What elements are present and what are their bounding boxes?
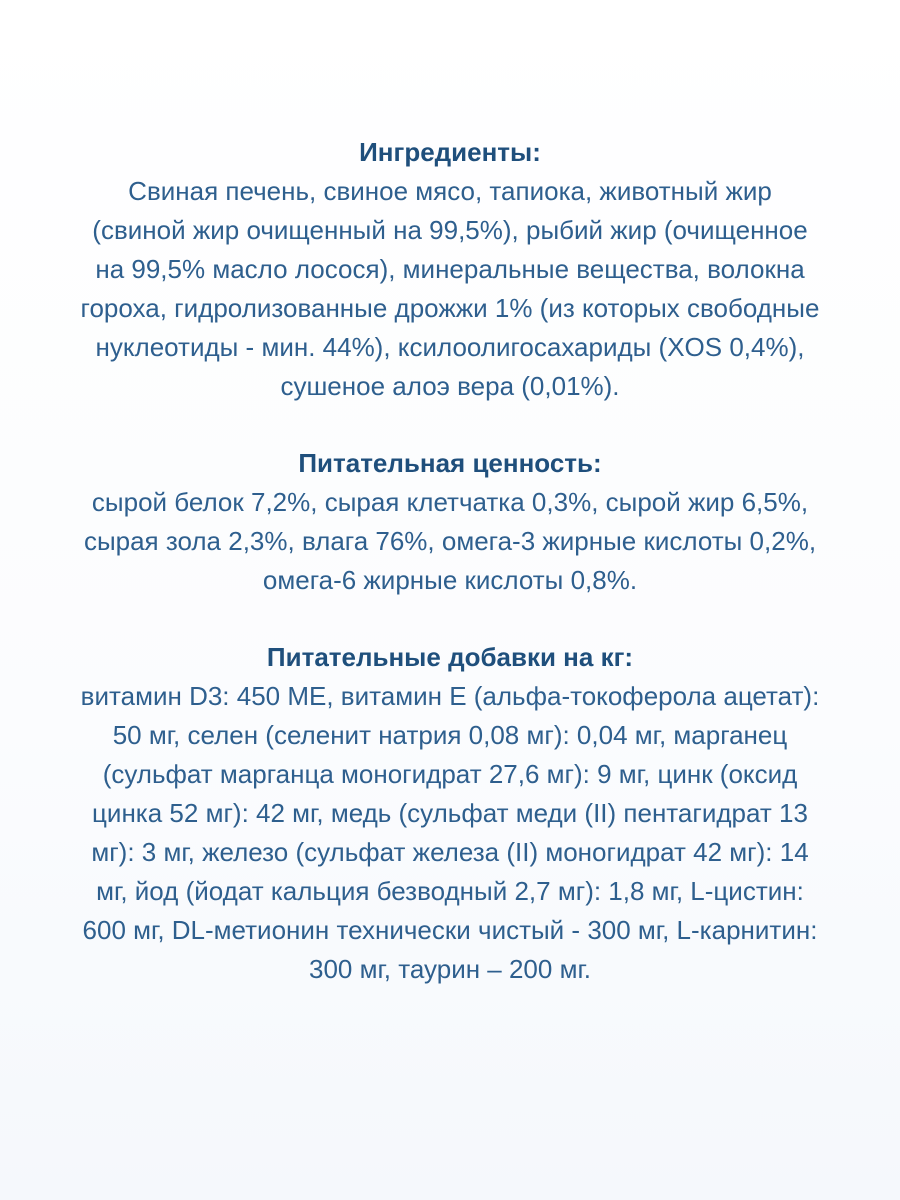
- ingredients-section: [80, 133, 820, 406]
- additives-heading: Питательные добавки на кг:: [266, 642, 634, 672]
- ingredients-text: Свиная печень, свиное мясо, тапиока, животный жир (свиной жир очищенный на 99,5%), рыбий жир (очищенное на 99,5% масло лосося), минеральные вещества, волокна гороха, гидролизованные дрожжи 1% (из которых свободные нуклеотиды - мин. 44%), ксилоолигосахариды (XOS 0,4%), сушеное алоэ вера (0,01%).: [80, 176, 820, 401]
- nutritional-value-section: [80, 444, 820, 600]
- additives-text: витамин D3: 450 МЕ, витамин Е (альфа-токоферола ацетат): 50 мг, селен (селенит натрия 0,08 мг): 0,04 мг, марганец (сульфат марганца моногидрат 27,6 мг): 9 мг, цинк (оксид цинка 52 мг): 42 мг, медь (сульфат меди (II) пентагидрат 13 мг): 3 мг, железо (сульфат железа (II) моногидрат 42 мг): 14 мг, йод (йодат кальция безводный 2,7 мг): 1,8 мг, L-цистин: 600 мг, DL-метионин технически чистый - 300 мг, L-карнитин: 300 мг, таурин – 200 мг.: [80, 681, 820, 984]
- nutritional-value-text: сырой белок 7,2%, сырая клетчатка 0,3%, сырой жир 6,5%, сырая зола 2,3%, влага 76%, омега-3 жирные кислоты 0,2%, омега-6 жирные кислоты 0,8%.: [83, 487, 817, 595]
- additives-section: [80, 638, 820, 989]
- ingredients-heading: Ингредиенты:: [359, 137, 541, 167]
- nutritional-value-heading: Питательная ценность:: [298, 448, 602, 478]
